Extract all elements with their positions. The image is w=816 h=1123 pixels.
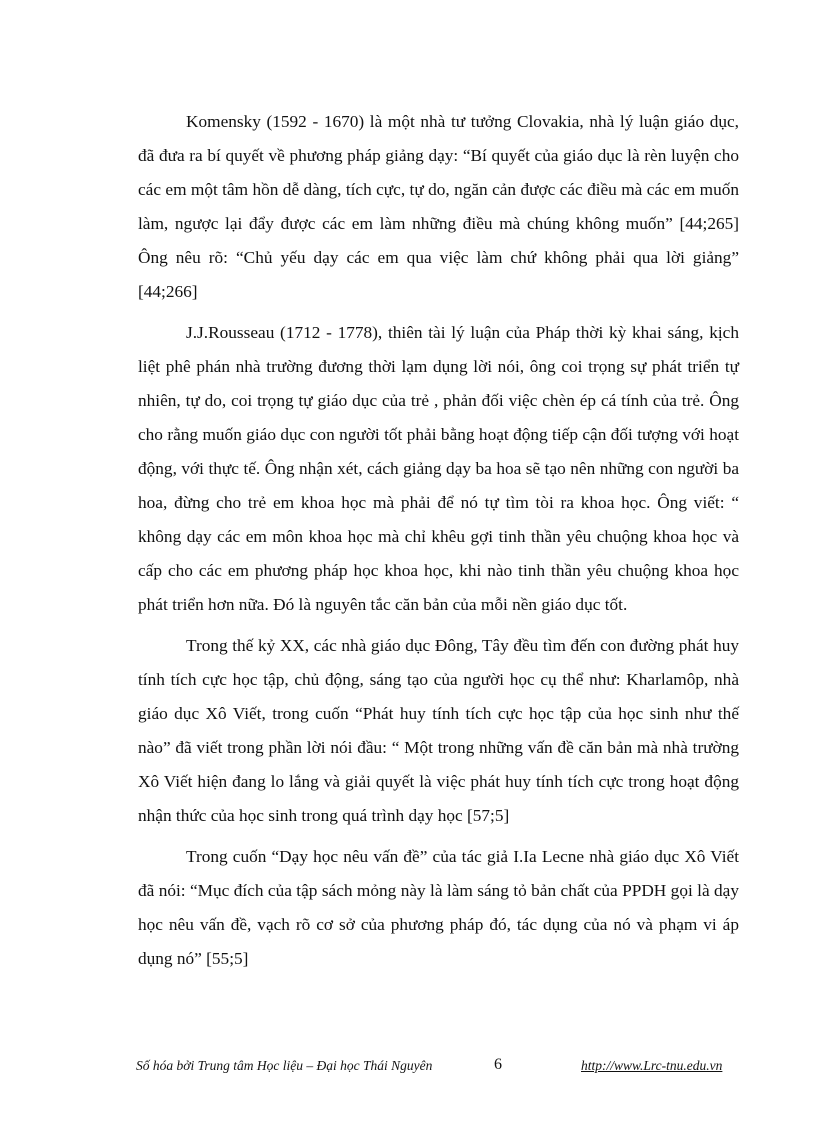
paragraph-lecne: Trong cuốn “Dạy học nêu vấn đề” của tác giả I.Ia Lecne nhà giáo dục Xô Viết đã nói: “Mục đích của tập sách mỏng này là làm sáng tỏ bản chất của PPDH gọi là dạy học nêu vấn đề, vạch rõ cơ sở của phương pháp đó, tác dụng của nó và phạm vi áp dụng nó” [55;5] xyxy=(138,847,739,968)
footer-link[interactable]: http://www.Lrc-tnu.edu.vn xyxy=(581,1058,723,1073)
footer-credit: Số hóa bởi Trung tâm Học liệu – Đại học Thái Nguyên xyxy=(136,1058,433,1073)
paragraph-twentieth-century: Trong thế kỷ XX, các nhà giáo dục Đông, Tây đều tìm đến con đường phát huy tính tích cực học tập, chủ động, sáng tạo của người học cụ thể như: Kharlamôp, nhà giáo dục Xô Viết, trong cuốn “Phát huy tính tích cực học tập của học sinh như thế nào” đã viết trong phần lời nói đầu: “ Một trong những vấn đề căn bản mà nhà trường Xô Viết hiện đang lo lắng và giải quyết là việc phát huy tính tích cực trong hoạt động nhận thức của học sinh trong quá trình dạy học [57;5] xyxy=(138,636,739,825)
paragraph-rousseau: J.J.Rousseau (1712 - 1778), thiên tài lý luận của Pháp thời kỳ khai sáng, kịch liệt phê phán nhà trường đương thời lạm dụng lời nói, ông coi trọng sự phát triển tự nhiên, tự do, coi trọng tự giáo dục của trẻ , phản đối việc chèn ép cá tính của trẻ. Ông cho rằng muốn giáo dục con người tốt phải bằng hoạt động tiếp cận đối tượng với hoạt động, với thực tế. Ông nhận xét, cách giảng dạy ba hoa sẽ tạo nên những con người ba hoa, đừng cho trẻ em khoa học mà phải để nó tự tìm tòi ra khoa học. Ông viết: “ không dạy các em môn khoa học mà chỉ khêu gợi tinh thần yêu chuộng khoa học và cấp cho các em phương pháp học khoa học, khi nào tinh thần yêu chuộng khoa học phát triển hơn nữa. Đó là nguyên tắc căn bản của mỗi nền giáo dục tốt. xyxy=(138,323,739,614)
page-footer xyxy=(0,1058,816,1080)
page-number: 6 xyxy=(494,1056,502,1073)
body-text xyxy=(138,105,739,983)
paragraph-komensky: Komensky (1592 - 1670) là một nhà tư tưởng Clovakia, nhà lý luận giáo dục, đã đưa ra bí quyết về phương pháp giảng dạy: “Bí quyết của giáo dục là rèn luyện cho các em một tâm hồn dễ dàng, tích cực, tự do, ngăn cản được các điều mà các em muốn làm, ngược lại đẩy được các em làm những điều mà chúng không muốn” [44;265] Ông nêu rõ: “Chủ yếu dạy các em qua việc làm chứ không phải qua lời giảng” [44;266] xyxy=(138,112,739,301)
